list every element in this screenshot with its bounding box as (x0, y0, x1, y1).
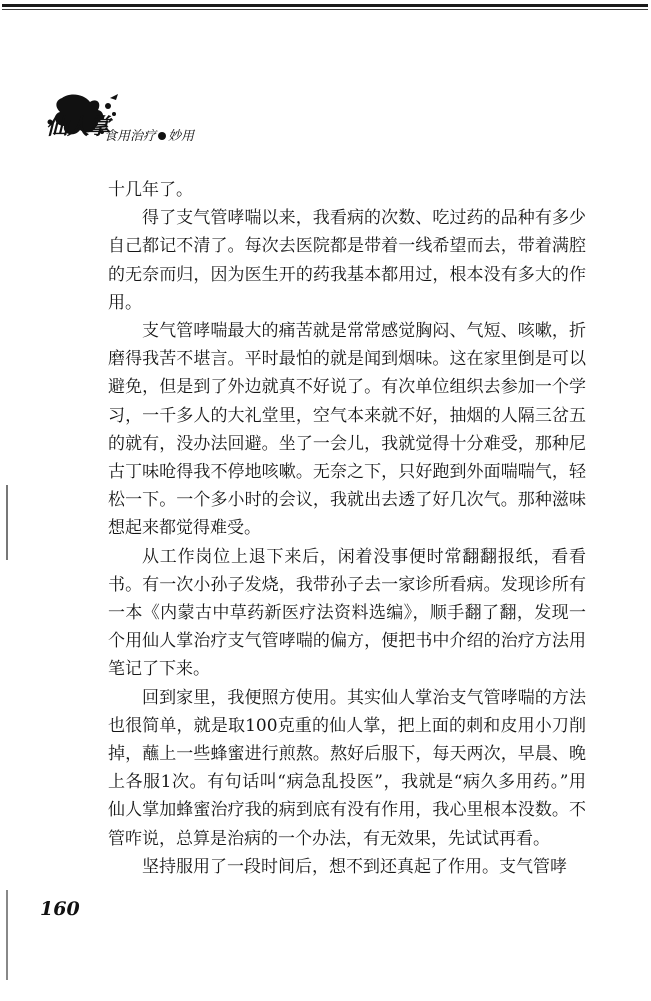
running-header (40, 92, 210, 154)
paragraph: 支气管哮喘最大的痛苦就是常常感觉胸闷、气短、咳嗽，折磨得我苦不堪言。平时最怕的就是闻到烟味。这在家里倒是可以避免，但是到了外边就真不好说了。有次单位组织去参加一个学习，一千多人的大礼堂里，空气本来就不好，抽烟的人隔三岔五的就有，没办法回避。坐了一会儿，我就觉得十分难受，那种尼古丁味呛得我不停地咳嗽。无奈之下，只好跑到外面喘喘气，轻松一下。一个多小时的会议，我就出去透了好几次气。那种滋味想起来都觉得难受。 (108, 321, 586, 539)
paragraph: 得了支气管哮喘以来，我看病的次数、吃过药的品种有多少自己都记不清了。每次去医院都是带着一线希望而去，带着满腔的无奈而归，因为医生开的药我基本都用过，根本没有多大的作用。 (108, 208, 586, 313)
margin-mark (6, 485, 8, 560)
paragraph: 十几年了。 (108, 180, 193, 200)
top-rule (2, 4, 648, 7)
top-rule-thin (2, 9, 648, 10)
paragraph: 从工作岗位上退下来后，闲着没事便时常翻翻报纸，看看书。有一次小孙子发烧，我带孙子去一家诊所看病。发现诊所有一本《内蒙古中草药新医疗法资料选编》，顺手翻了翻，发现一个用仙人掌治疗支气管哮喘的偏方，便把书中介绍的治疗方法用笔记了下来。 (108, 546, 586, 680)
header-subtitle-right: 妙用 (168, 129, 195, 144)
body-text (108, 176, 586, 881)
paragraph: 坚持服用了一段时间后，想不到还真起了作用。支气管哮 (142, 856, 567, 877)
header-title: 仙人掌 (46, 114, 110, 140)
header-subtitle (104, 125, 194, 144)
page-number: 160 (40, 898, 80, 920)
paragraph: 回到家里，我便照方使用。其实仙人掌治支气管哮喘的方法也很简单，就是取100克重的仙人掌，把上面的刺和皮用小刀削掉，蘸上一些蜂蜜进行煎熬。熬好后服下，每天两次，早晨、晚上各服1次。有句话叫“病急乱投医”，我就是“病久多用药。”用仙人掌加蜂蜜治疗我的病到底有没有作用，我心里根本没数。不管咋说，总算是治病的一个办法，有无效果，先试试再看。 (108, 687, 586, 849)
margin-mark (6, 890, 8, 980)
header-subtitle-left: 食用治疗 (104, 129, 157, 144)
dot-icon (158, 132, 166, 140)
